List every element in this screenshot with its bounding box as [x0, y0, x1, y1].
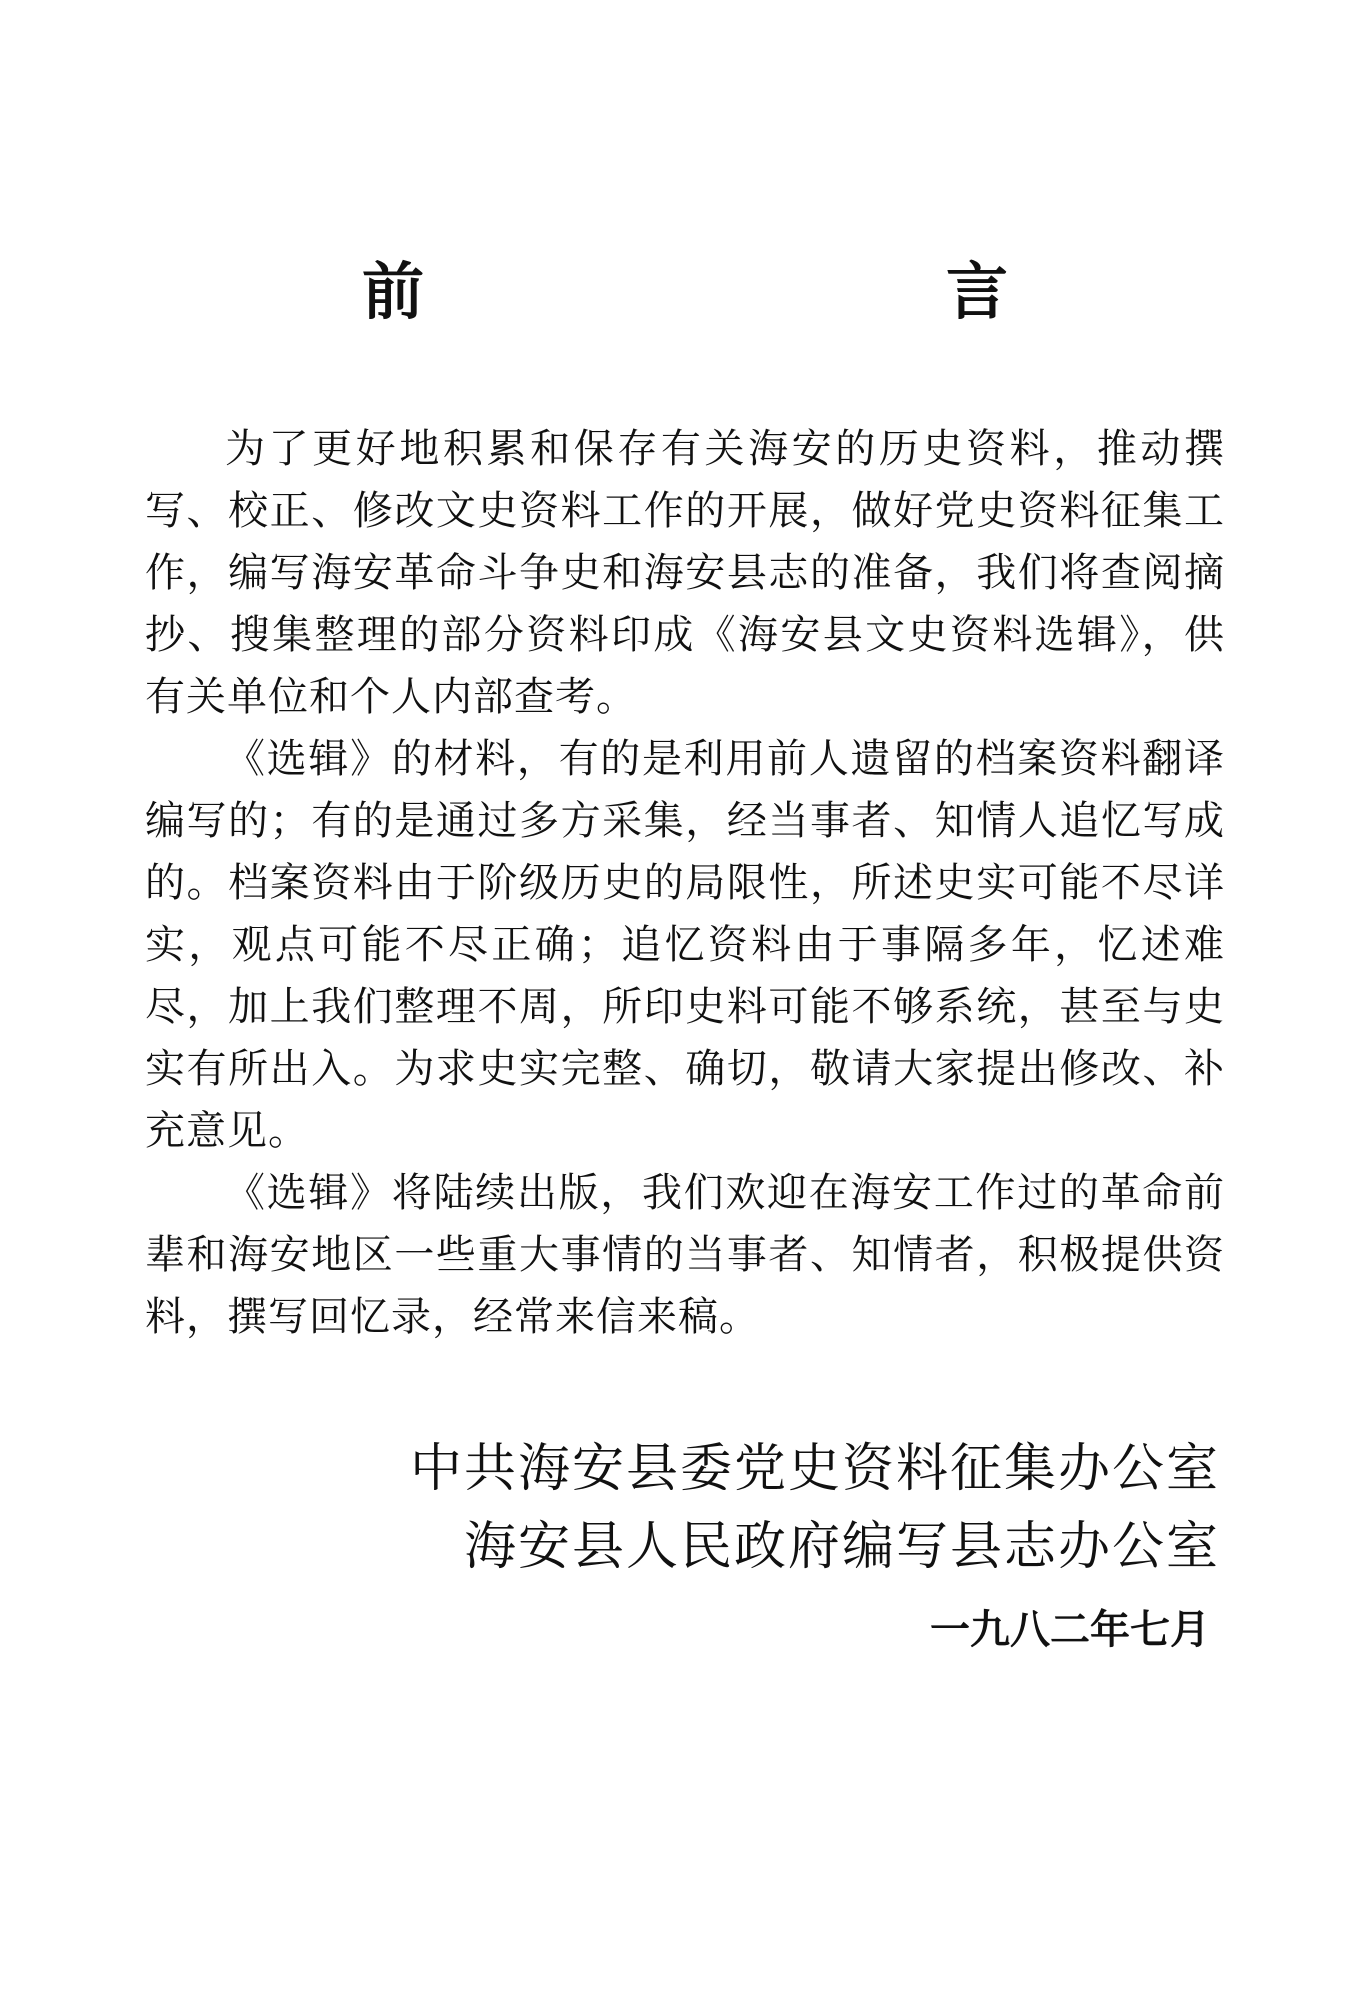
signature-date: 一九八二年七月 [930, 1606, 1210, 1653]
paragraph-3: 《选辑》将陆续出版，我们欢迎在海安工作过的革命前辈和海安地区一些重大事情的当事者、知情者，积极提供资料，撰写回忆录，经常来信来稿。 [145, 1170, 1225, 1340]
preface-body [145, 418, 1225, 1348]
signature-org-1: 中共海安县委党史资料征集办公室 [409, 1439, 1220, 1499]
signature-block [410, 1430, 1220, 1660]
signature-org-2: 海安县人民政府编写县志办公室 [463, 1517, 1220, 1577]
page-title: 前 言 [361, 255, 1238, 328]
paragraph-2: 《选辑》的材料，有的是利用前人遗留的档案资料翻译编写的；有的是通过多方采集，经当事者、知情人追忆写成的。档案资料由于阶级历史的局限性，所述史实可能不尽详实，观点可能不尽正确；追忆资料由于事隔多年，忆述难尽，加上我们整理不周，所印史料可能不够系统，甚至与史实有所出入。为求史实完整、确切，敬请大家提出修改、补充意见。 [145, 736, 1225, 1154]
paragraph-1: 为了更好地积累和保存有关海安的历史资料，推动撰写、校正、修改文史资料工作的开展，做好党史资料征集工作，编写海安革命斗争史和海安县志的准备，我们将查阅摘抄、搜集整理的部分资料印成《海安县文史资料选辑》，供有关单位和个人内部查考。 [145, 426, 1225, 720]
